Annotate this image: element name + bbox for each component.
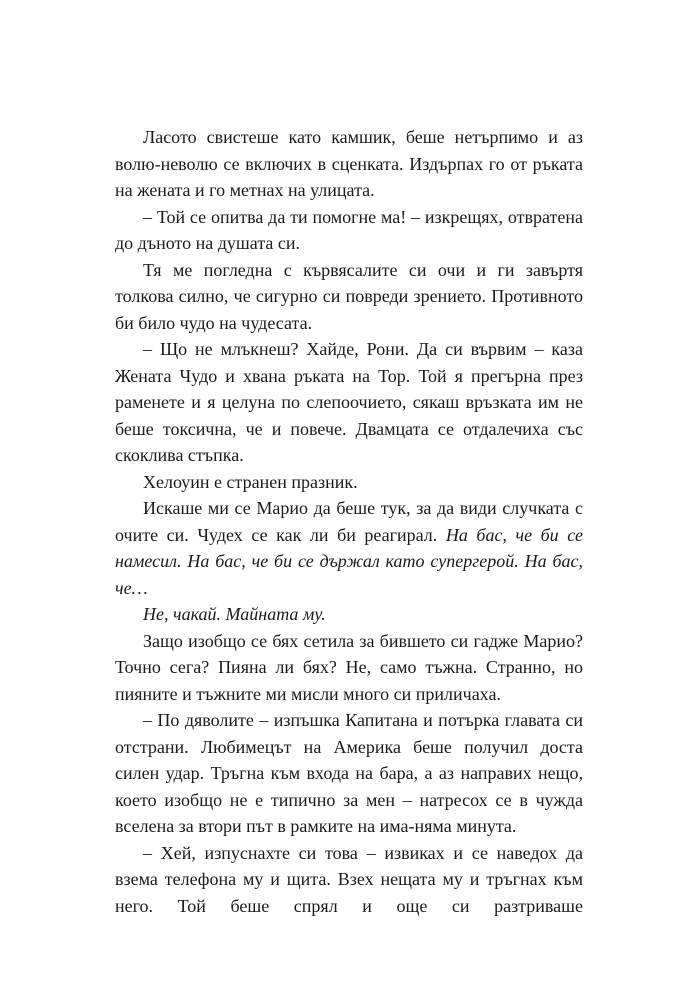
paragraph — [115, 495, 583, 601]
text-run: – Що не млъкнеш? Хайде, Рони. Да си вървим – каза Жената Чудо и хвана ръката на Тор. Той я прегърна през раменете и я целуна по слепоочието, сякаш връзката им не беше токсична, че и повече. Двамцата се отдалечиха със скоклива стъпка. — [115, 339, 583, 465]
paragraph — [115, 707, 583, 840]
text-run: – Хей, изпуснахте си това – извиках и се наведох да взема телефона му и щита. Взех нещата му и тръгнах към него. Той беше спрял и още си разтриваше — [115, 842, 583, 916]
paragraph — [115, 124, 583, 204]
book-page-text — [115, 124, 583, 919]
paragraph — [115, 336, 583, 469]
paragraph — [115, 469, 583, 496]
text-run: Хелоуин е странен празник. — [143, 471, 358, 492]
text-run: Ласото свистеше като камшик, беше нетърпимо и аз волю-неволю се включих в сценката. Издърпах го от ръката на жената и го метнах на улицата. — [115, 127, 583, 200]
text-run: Искаше ми се Марио да беше тук, за да види случката с очите си. Чудех се как ли би реагирал. — [115, 498, 583, 545]
text-run: Тя ме погледна с кървясалите си очи и ги завъртя толкова силно, че сигурно си повреди зрението. Противното би било чудо на чудесата. — [115, 259, 583, 333]
paragraph — [115, 257, 583, 337]
italic-text-run: Не, чакай. Майната му. — [143, 604, 326, 624]
paragraph — [115, 204, 583, 257]
italic-text-run: На бас, че би се намесил. На бас, че би се държал като супергерой. На бас, че… — [115, 524, 583, 598]
paragraph — [115, 628, 583, 708]
paragraph — [115, 601, 583, 628]
text-run: – Той се опитва да ти помогне ма! – изкрещях, отвратена до дъното на душата си. — [115, 206, 583, 253]
text-run: – По дяволите – изпъшка Капитана и потърка главата си отстрани. Любимецът на Америка беше получил доста силен удар. Тръгна към входа на бара, а аз направих нещо, което изобщо не е типично за мен – натресох се в чужда вселена за втори път в рамките на има-няма минута. — [115, 710, 583, 836]
paragraph — [115, 840, 583, 920]
text-run: Защо изобщо се бях сетила за бившето си гадже Марио? Точно сега? Пияна ли бях? Не, само тъжна. Странно, но пияните и тъжните ми мисли много си приличаха. — [115, 630, 583, 704]
